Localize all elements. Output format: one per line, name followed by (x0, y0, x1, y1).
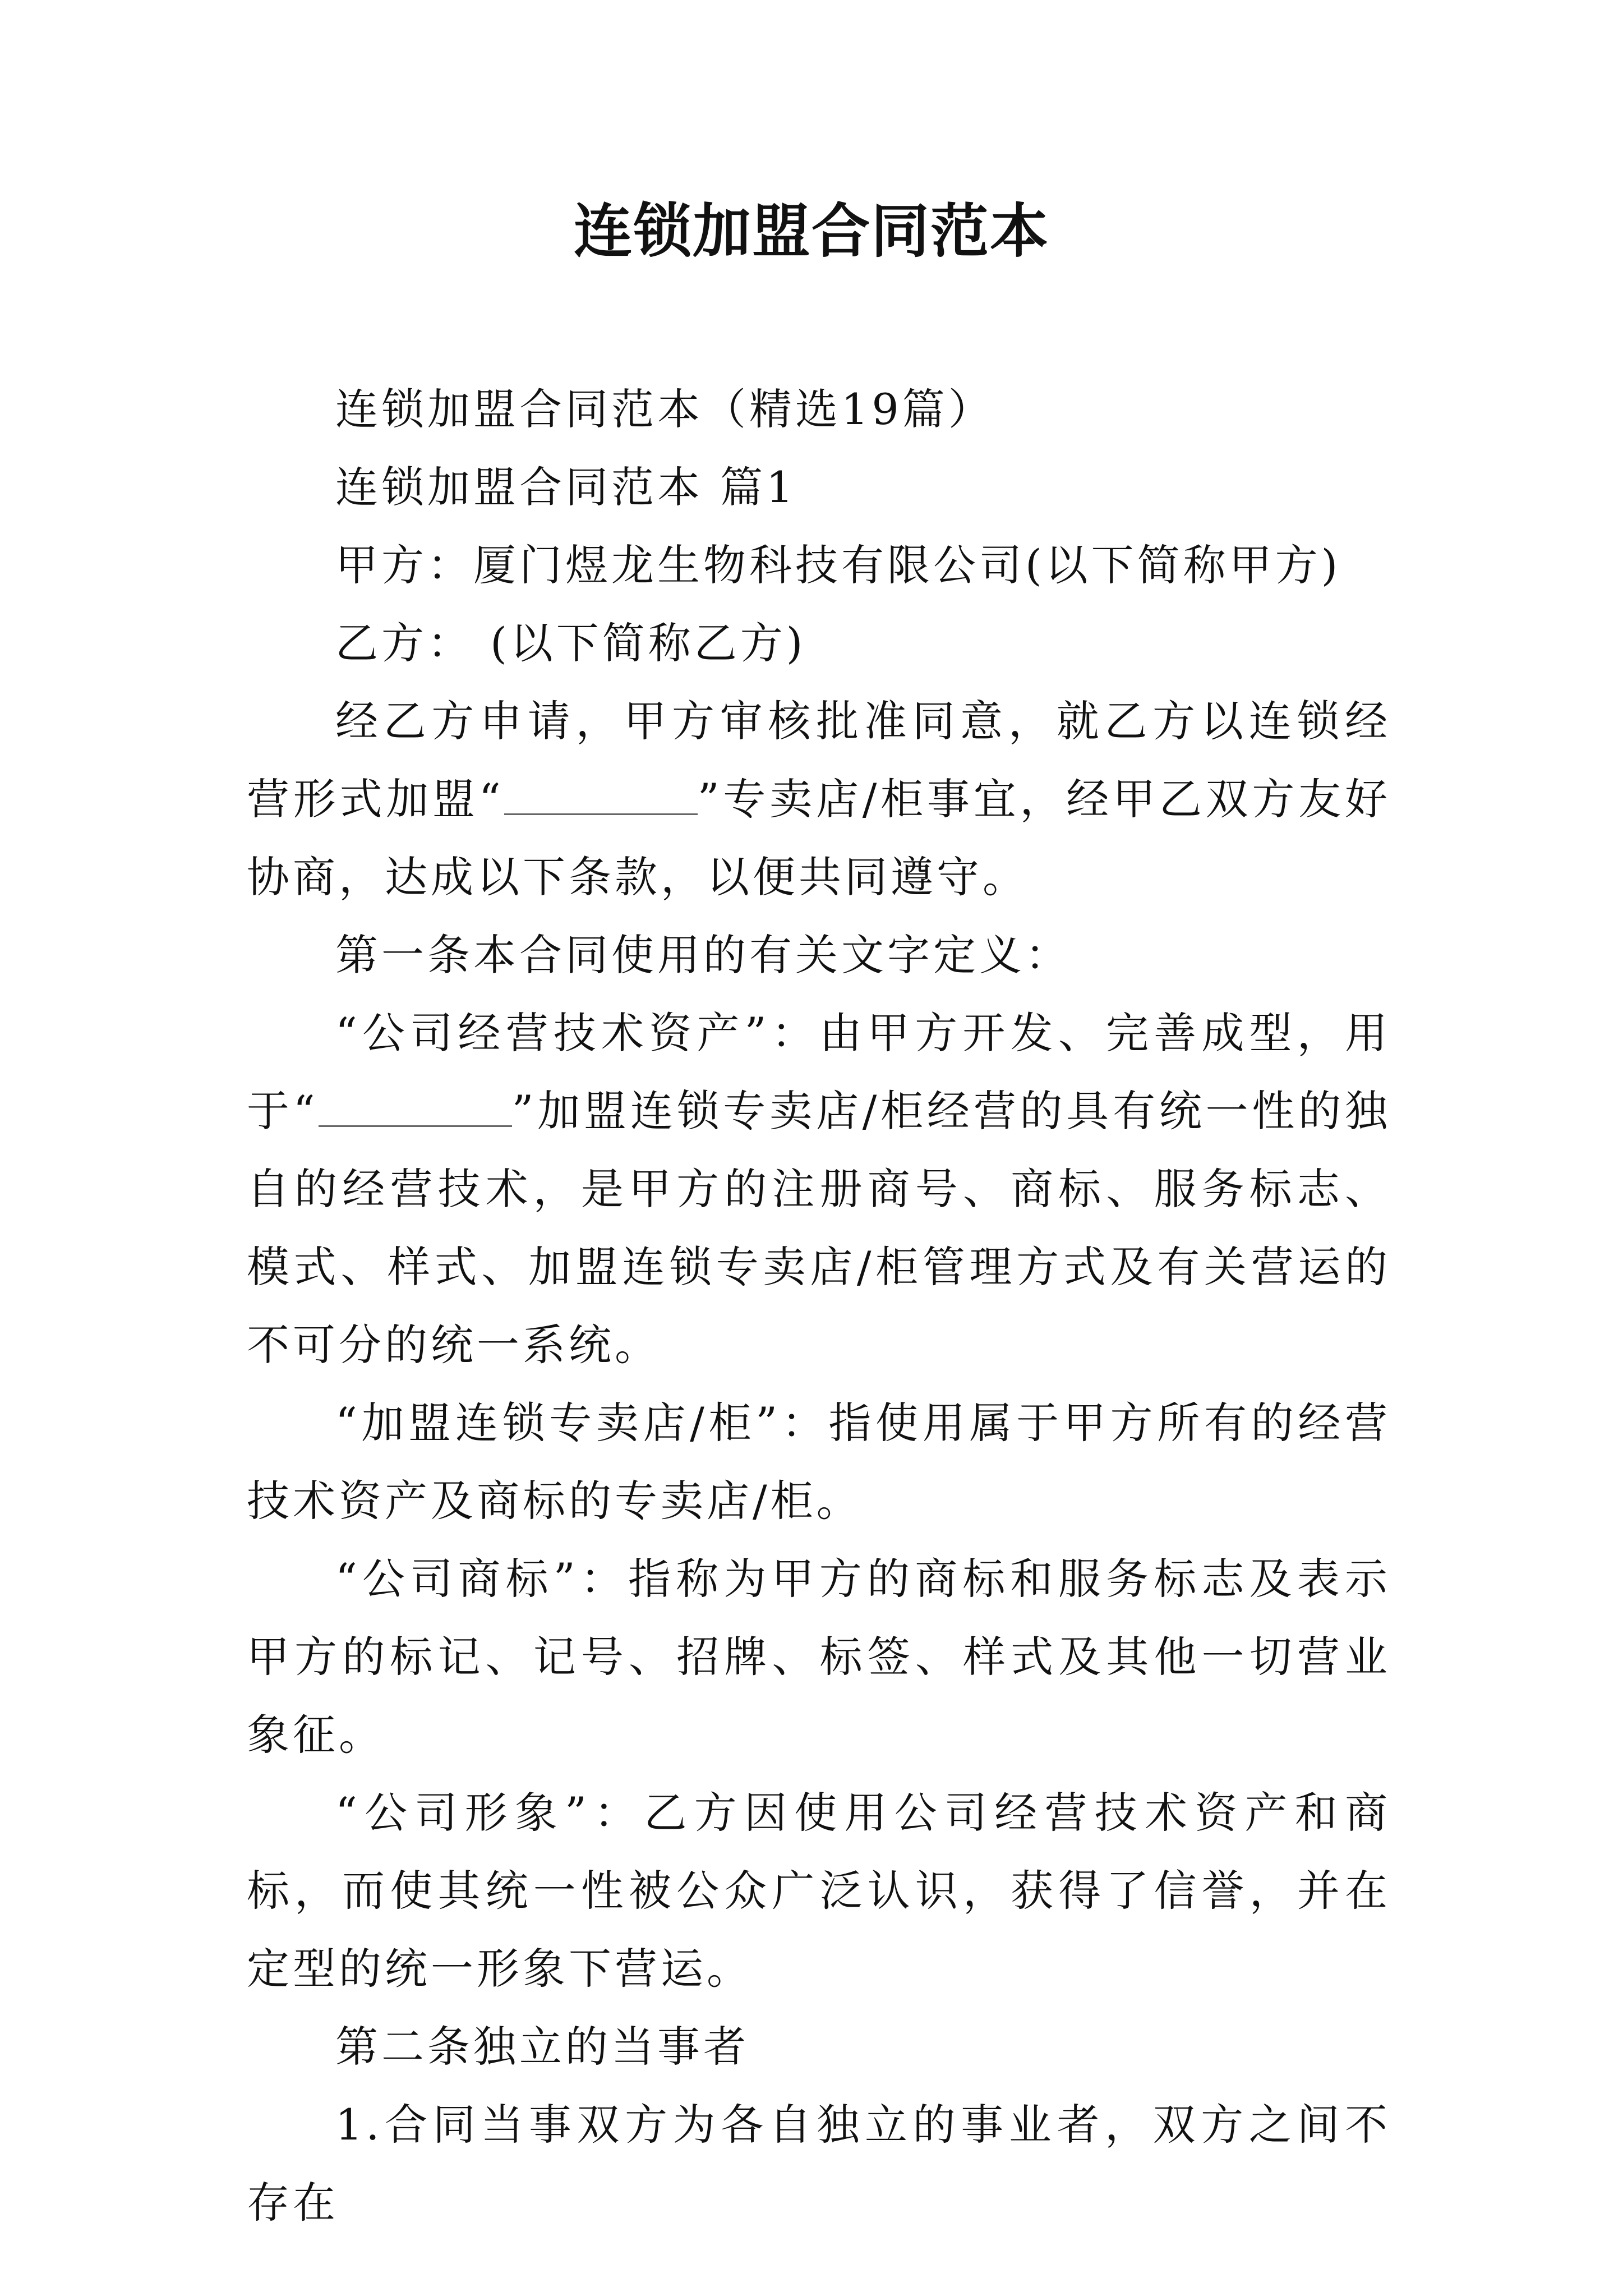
paragraph-article-2: 第二条独立的当事者 (335, 2022, 749, 2072)
document-title: 连锁加盟合同范本 (573, 196, 1049, 265)
blank-line (319, 1086, 512, 1127)
paragraph-definition-trademark: “公司商标”：指称为甲方的商标和服务标志及表示甲方的标记、记号、招牌、标签、样式及其他一切营业象征。 (247, 1554, 1391, 1760)
paragraph-section-heading: 连锁加盟合同范本 篇1 (335, 462, 797, 512)
paragraph-definition-store: “加盟连锁专卖店/柜”：指使用属于甲方所有的经营技术资产及商标的专卖店/柜。 (247, 1398, 1391, 1526)
paragraph-party-b: 乙方： (以下简称乙方) (335, 618, 806, 668)
paragraph-party-a: 甲方：厦门煜龙生物科技有限公司(以下简称甲方) (335, 540, 1341, 590)
paragraph-clause-1: 1.合同当事双方为各自独立的事业者，双方之间不存在 (247, 2100, 1391, 2228)
intro-text-start: 经乙方申请，甲方审核批准同意，就乙方以连锁经营形式加盟“ (247, 696, 1391, 824)
paragraph-subtitle: 连锁加盟合同范本（精选19篇） (335, 384, 994, 434)
definition-assets-end: ”加盟连锁专卖店/柜经营的具有统一性的独自的经营技术，是甲方的注册商号、商标、服务标志、模式、样式、加盟连锁专卖店/柜管理方式及有关营运的不可分的统一系统。 (247, 1086, 1391, 1370)
paragraph-intro (247, 682, 1391, 916)
paragraph-article-1: 第一条本合同使用的有关文字定义： (335, 930, 1071, 980)
document-body (247, 370, 1391, 2242)
blank-line (504, 774, 698, 815)
paragraph-definition-image: “公司形象”：乙方因使用公司经营技术资产和商标，而使其统一性被公众广泛认识，获得了信誉，并在定型的统一形象下营运。 (247, 1788, 1391, 1994)
definition-assets-start: “公司经营技术资产”：由甲方开发、完善成型，用于“ (247, 1008, 1391, 1136)
intro-text-end: ”专卖店/柜事宜，经甲乙双方友好协商，达成以下条款，以便共同遵守。 (247, 774, 1391, 902)
paragraph-definition-assets (247, 994, 1391, 1384)
